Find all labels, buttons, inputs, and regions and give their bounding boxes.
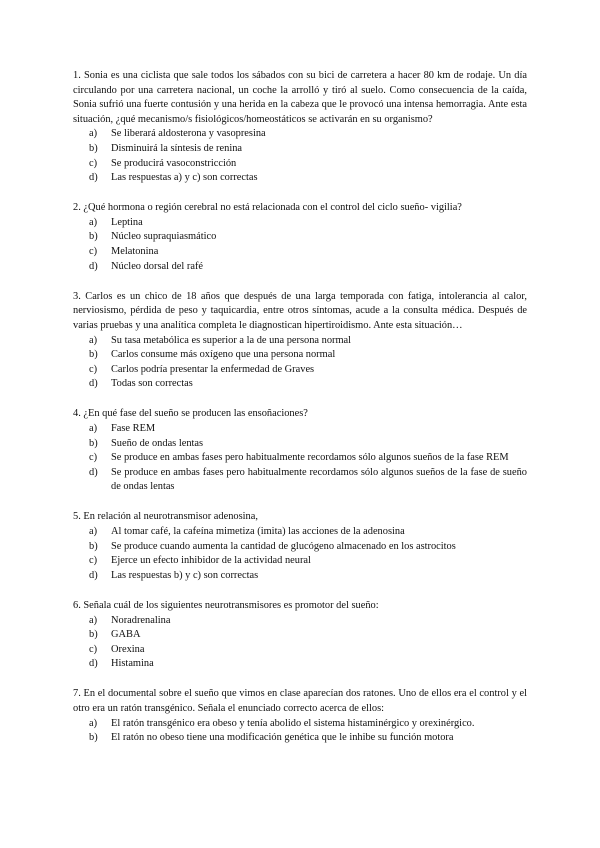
option-text: Al tomar café, la cafeína mimetiza (imita) las acciones de la adenosina xyxy=(111,526,405,538)
answer-option xyxy=(73,377,527,392)
question-stem: 4. ¿En qué fase del sueño se producen las ensoñaciones? xyxy=(73,408,308,420)
option-text: Las respuestas a) y c) son correctas xyxy=(111,172,258,184)
option-letter: c) xyxy=(89,643,98,655)
option-text: Histamina xyxy=(111,658,154,670)
option-text: Se produce en ambas fases pero habitualmente recordamos sólo algunos sueños de la fase REM xyxy=(111,452,509,464)
option-text: Sueño de ondas lentas xyxy=(111,437,204,449)
option-letter: c) xyxy=(89,555,98,567)
answer-option xyxy=(73,657,527,672)
option-text: Disminuirá la síntesis de renina xyxy=(111,142,243,154)
option-letter: c) xyxy=(89,363,98,375)
option-letter: b) xyxy=(89,437,98,449)
option-letter: c) xyxy=(89,452,98,464)
option-text: Noradrenalina xyxy=(111,614,171,626)
option-text: Se produce en ambas fases pero habitualmente recordamos sólo algunos sueños de la fase de sueño de ondas lentas xyxy=(111,466,527,493)
answer-options xyxy=(73,717,527,746)
option-text: Se producirá vasoconstricción xyxy=(111,157,237,169)
option-text: Ejerce un efecto inhibidor de la actividad neural xyxy=(111,555,311,567)
option-text: Núcleo supraquiasmático xyxy=(111,231,217,243)
option-letter: a) xyxy=(89,717,98,729)
option-text: Carlos consume más oxígeno que una persona normal xyxy=(111,349,336,361)
question-stem: 7. En el documental sobre el sueño que vimos en clase aparecían dos ratones. Uno de ellos era el control y el otro era un ratón transgénico. Señala el enunciado correcto acerca de ellos: xyxy=(73,688,527,714)
answer-option xyxy=(73,245,527,260)
option-letter: d) xyxy=(89,658,98,670)
answer-option xyxy=(73,230,527,245)
question-3 xyxy=(73,290,527,392)
question-5 xyxy=(73,510,527,583)
question-1 xyxy=(73,69,527,186)
option-text: Las respuestas b) y c) son correctas xyxy=(111,569,259,581)
answer-option xyxy=(73,422,527,437)
answer-option xyxy=(73,171,527,186)
option-letter: b) xyxy=(89,231,98,243)
option-letter: d) xyxy=(89,378,98,390)
option-text: Se liberará aldosterona y vasopresina xyxy=(111,128,266,140)
question-6 xyxy=(73,599,527,672)
question-4 xyxy=(73,407,527,495)
option-letter: a) xyxy=(89,216,98,228)
option-text: GABA xyxy=(111,629,141,641)
answer-options xyxy=(73,525,527,583)
answer-options xyxy=(73,216,527,274)
answer-option xyxy=(73,540,527,555)
answer-option xyxy=(73,466,527,495)
question-stem: 6. Señala cuál de los siguientes neurotransmisores es promotor del sueño: xyxy=(73,599,379,611)
question-stem: 2. ¿Qué hormona o región cerebral no está relacionada con el control del ciclo sueño- vigilia? xyxy=(73,202,462,214)
answer-option xyxy=(73,525,527,540)
answer-option xyxy=(73,260,527,275)
option-text: Núcleo dorsal del rafé xyxy=(111,260,204,272)
option-letter: d) xyxy=(89,569,98,581)
answer-options xyxy=(73,422,527,495)
document-page xyxy=(73,69,527,761)
answer-option xyxy=(73,717,527,732)
answer-option xyxy=(73,334,527,349)
answer-option xyxy=(73,614,527,629)
answer-option xyxy=(73,569,527,584)
answer-option xyxy=(73,731,527,746)
option-letter: b) xyxy=(89,540,98,552)
option-text: Leptina xyxy=(111,216,143,228)
option-letter: b) xyxy=(89,142,98,154)
option-letter: c) xyxy=(89,157,98,169)
option-text: Fase REM xyxy=(111,422,156,434)
option-letter: d) xyxy=(89,172,98,184)
option-text: Se produce cuando aumenta la cantidad de glucógeno almacenado en los astrocitos xyxy=(111,540,456,552)
option-letter: d) xyxy=(89,466,98,478)
option-letter: c) xyxy=(89,246,98,258)
question-stem: 1. Sonia es una ciclista que sale todos los sábados con su bici de carretera a hacer 80 km de rodaje. Un día circulando por una carretera nacional, un coche la arrolló y tiró al suelo. Como consecuencia de la caída, Sonia sufrió una fuerte contusión y una herida en la cabeza que le provocó una intensa hemorragia. Ante esta situación, ¿qué mecanismo/s fisiológicos/homeostáticos se activarán en su organismo? xyxy=(73,70,527,125)
answer-option xyxy=(73,628,527,643)
answer-option xyxy=(73,554,527,569)
option-letter: b) xyxy=(89,349,98,361)
option-text: Orexina xyxy=(111,643,145,655)
answer-option xyxy=(73,127,527,142)
option-text: El ratón no obeso tiene una modificación genética que le inhibe su función motora xyxy=(111,732,454,744)
answer-option xyxy=(73,348,527,363)
answer-option xyxy=(73,157,527,172)
option-letter: d) xyxy=(89,260,98,272)
answer-option xyxy=(73,142,527,157)
option-letter: a) xyxy=(89,128,98,140)
option-letter: a) xyxy=(89,614,98,626)
answer-options xyxy=(73,614,527,672)
answer-option xyxy=(73,451,527,466)
option-text: Su tasa metabólica es superior a la de una persona normal xyxy=(111,334,352,346)
answer-option xyxy=(73,437,527,452)
question-2 xyxy=(73,201,527,274)
option-text: Melatonina xyxy=(111,246,159,258)
question-stem: 5. En relación al neurotransmisor adenosina, xyxy=(73,511,258,523)
option-letter: a) xyxy=(89,526,98,538)
answer-options xyxy=(73,334,527,392)
option-letter: a) xyxy=(89,334,98,346)
question-stem: 3. Carlos es un chico de 18 años que después de una larga temporada con fatiga, intolerancia al calor, nerviosismo, pérdida de peso y taquicardia, entre otros síntomas, acude a la consulta médica. Después de varias pruebas y una analítica completa le diagnostican hipertiroidismo. Ante esta situación… xyxy=(73,290,527,331)
answer-option xyxy=(73,363,527,378)
option-letter: b) xyxy=(89,629,98,641)
option-text: El ratón transgénico era obeso y tenía abolido el sistema histaminérgico y orexinérgico. xyxy=(111,717,475,729)
question-7 xyxy=(73,687,527,745)
option-text: Carlos podría presentar la enfermedad de Graves xyxy=(111,363,315,375)
answer-options xyxy=(73,127,527,185)
answer-option xyxy=(73,216,527,231)
option-letter: b) xyxy=(89,732,98,744)
option-letter: a) xyxy=(89,422,98,434)
option-text: Todas son correctas xyxy=(111,378,193,390)
answer-option xyxy=(73,643,527,658)
